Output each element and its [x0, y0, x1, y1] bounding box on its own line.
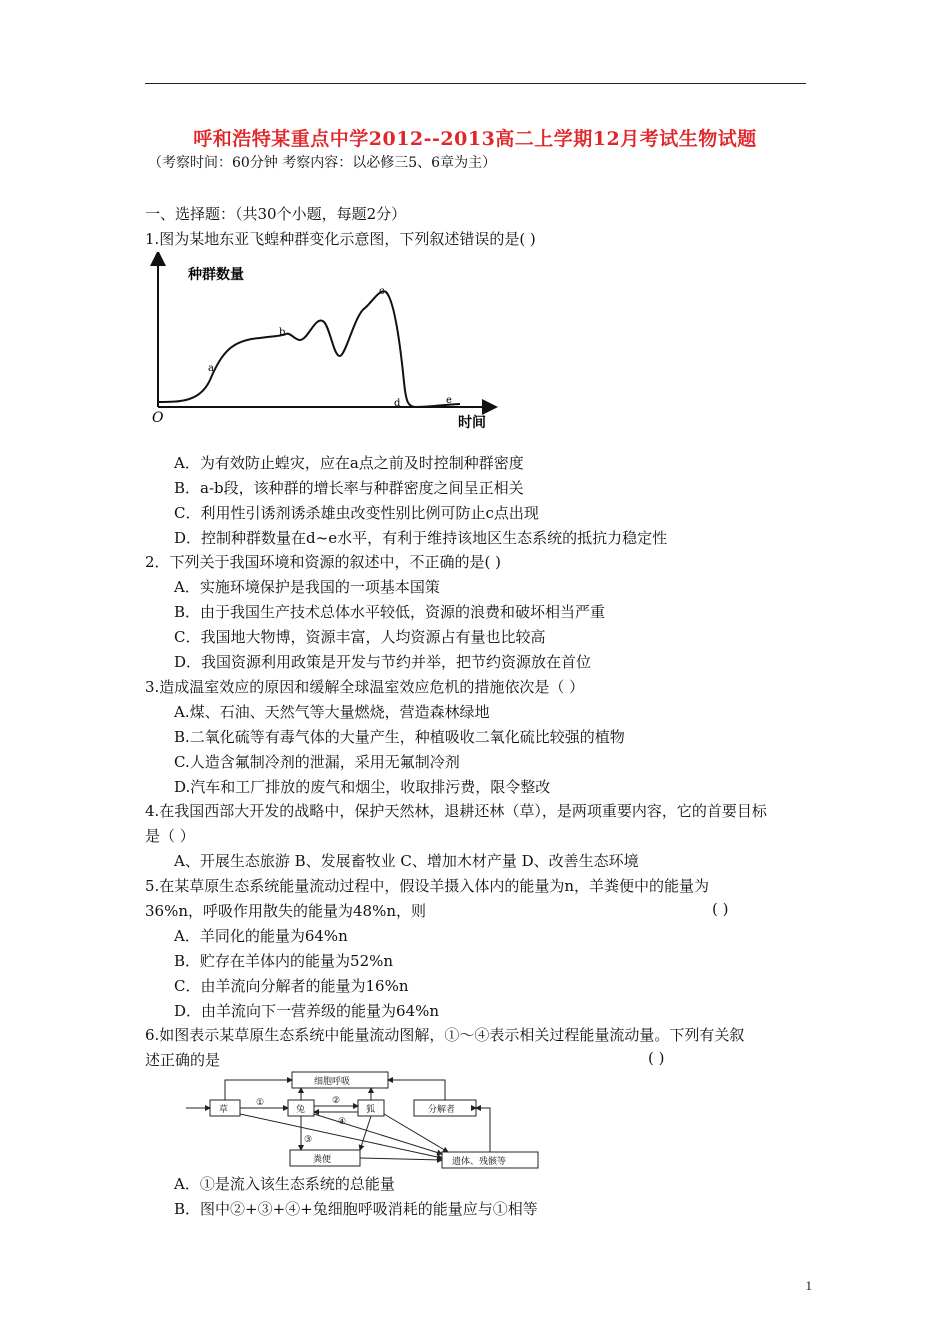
q2-option-c: C．我国地大物博，资源丰富，人均资源占有量也比较高 — [174, 628, 546, 646]
q6-answer-paren: ( ) — [648, 1049, 665, 1067]
grass-label: 草 — [219, 1105, 229, 1115]
point-e: e — [446, 395, 452, 406]
q5-option-d: D．由羊流向下一营养级的能量为64%n — [174, 1002, 440, 1020]
q1-option-b: B．a-b段，该种群的增长率与种群密度之间呈正相关 — [174, 479, 524, 497]
flow-2-label: ② — [332, 1096, 341, 1106]
q2-option-d: D．我国资源利用政策是开发与节约并举，把节约资源放在首位 — [174, 653, 592, 671]
q2-stem: 2．下列关于我国环境和资源的叙述中，不正确的是( ) — [145, 553, 502, 571]
graph-origin: O — [152, 410, 164, 426]
q3-option-d: D.汽车和工厂排放的废气和烟尘，收取排污费，限令整改 — [174, 778, 551, 796]
q2-option-a: A．实施环境保护是我国的一项基本国策 — [174, 578, 440, 596]
q1-option-c: C．利用性引诱剂诱杀雄虫改变性别比例可防止c点出现 — [174, 504, 539, 522]
q1-option-d: D．控制种群数量在d~e水平，有利于维持该地区生态系统的抵抗力稳定性 — [174, 529, 668, 547]
q1-option-a: A．为有效防止蝗灾，应在a点之前及时控制种群密度 — [174, 454, 524, 472]
point-b: b — [279, 327, 286, 338]
graph-ylabel: 种群数量 — [188, 267, 244, 283]
point-d: d — [394, 398, 401, 409]
q4-options: A、开展生态旅游 B、发展畜牧业 C、增加木材产量 D、改善生态环境 — [174, 852, 639, 870]
q6-option-a: A．①是流入该生态系统的总能量 — [174, 1175, 395, 1193]
q6-stem-line1: 6.如图表示某草原生态系统中能量流动图解，①～④表示相关过程能量流动量。下列有关叙 — [145, 1026, 745, 1044]
rabbit-label: 兔 — [296, 1105, 306, 1115]
q3-option-c: C.人造含氟制冷剂的泄漏，采用无氟制冷剂 — [174, 753, 460, 771]
flow-1-label: ① — [256, 1098, 265, 1108]
q5-stem-line2: 36%n，呼吸作用散失的能量为48%n，则 — [145, 902, 427, 920]
energy-flow-diagram — [180, 1068, 550, 1172]
q3-stem: 3.造成温室效应的原因和缓解全球温室效应危机的措施依次是（ ） — [145, 678, 585, 696]
feces-label: 粪便 — [313, 1155, 332, 1165]
section-heading: 一、选择题：（共30个小题，每题2分） — [145, 205, 407, 223]
fox-label: 狐 — [366, 1105, 376, 1115]
remains-label: 遗体、残骸等 — [452, 1157, 507, 1167]
q4-stem-line1: 4.在我国西部大开发的战略中，保护天然林，退耕还林（草），是两项重要内容，它的首要目标 — [145, 802, 767, 820]
q5-stem-line1: 5.在某草原生态系统能量流动过程中，假设羊摄入体内的能量为n，羊粪便中的能量为 — [145, 877, 709, 895]
exam-info: （考察时间：60分钟 考察内容：以必修三5、6章为主） — [148, 155, 497, 171]
population-curve — [158, 291, 460, 407]
q6-stem-line2: 述正确的是 — [145, 1051, 221, 1069]
graph-xlabel: 时间 — [458, 415, 486, 431]
q2-option-b: B．由于我国生产技术总体水平较低，资源的浪费和破坏相当严重 — [174, 603, 606, 621]
page-number: 1 — [805, 1278, 812, 1293]
decomposer-label: 分解者 — [428, 1105, 456, 1115]
q1-stem: 1.图为某地东亚飞蝗种群变化示意图，下列叙述错误的是( ) — [145, 230, 536, 248]
q5-answer-paren: ( ) — [712, 900, 729, 918]
q3-option-a: A.煤、石油、天然气等大量燃烧，营造森林绿地 — [174, 703, 490, 721]
flow-4-label: ④ — [338, 1117, 347, 1127]
q5-option-b: B．贮存在羊体内的能量为52%n — [174, 952, 394, 970]
flow-3-label: ③ — [304, 1135, 313, 1145]
page-title: 呼和浩特某重点中学2012--2013高二上学期12月考试生物试题 — [193, 128, 757, 150]
q6-option-b: B．图中②+③+④+兔细胞呼吸消耗的能量应与①相等 — [174, 1200, 538, 1218]
q5-option-c: C．由羊流向分解者的能量为16%n — [174, 977, 409, 995]
respiration-label: 细胞呼吸 — [314, 1077, 351, 1087]
q5-option-a: A．羊同化的能量为64%n — [174, 927, 348, 945]
point-a: a — [208, 363, 214, 374]
population-graph — [150, 252, 505, 432]
q3-option-b: B.二氧化硫等有毒气体的大量产生，种植吸收二氧化硫比较强的植物 — [174, 728, 625, 746]
header-rule — [145, 83, 806, 84]
q4-stem-line2: 是（ ） — [145, 827, 195, 845]
point-c: c — [379, 286, 385, 297]
